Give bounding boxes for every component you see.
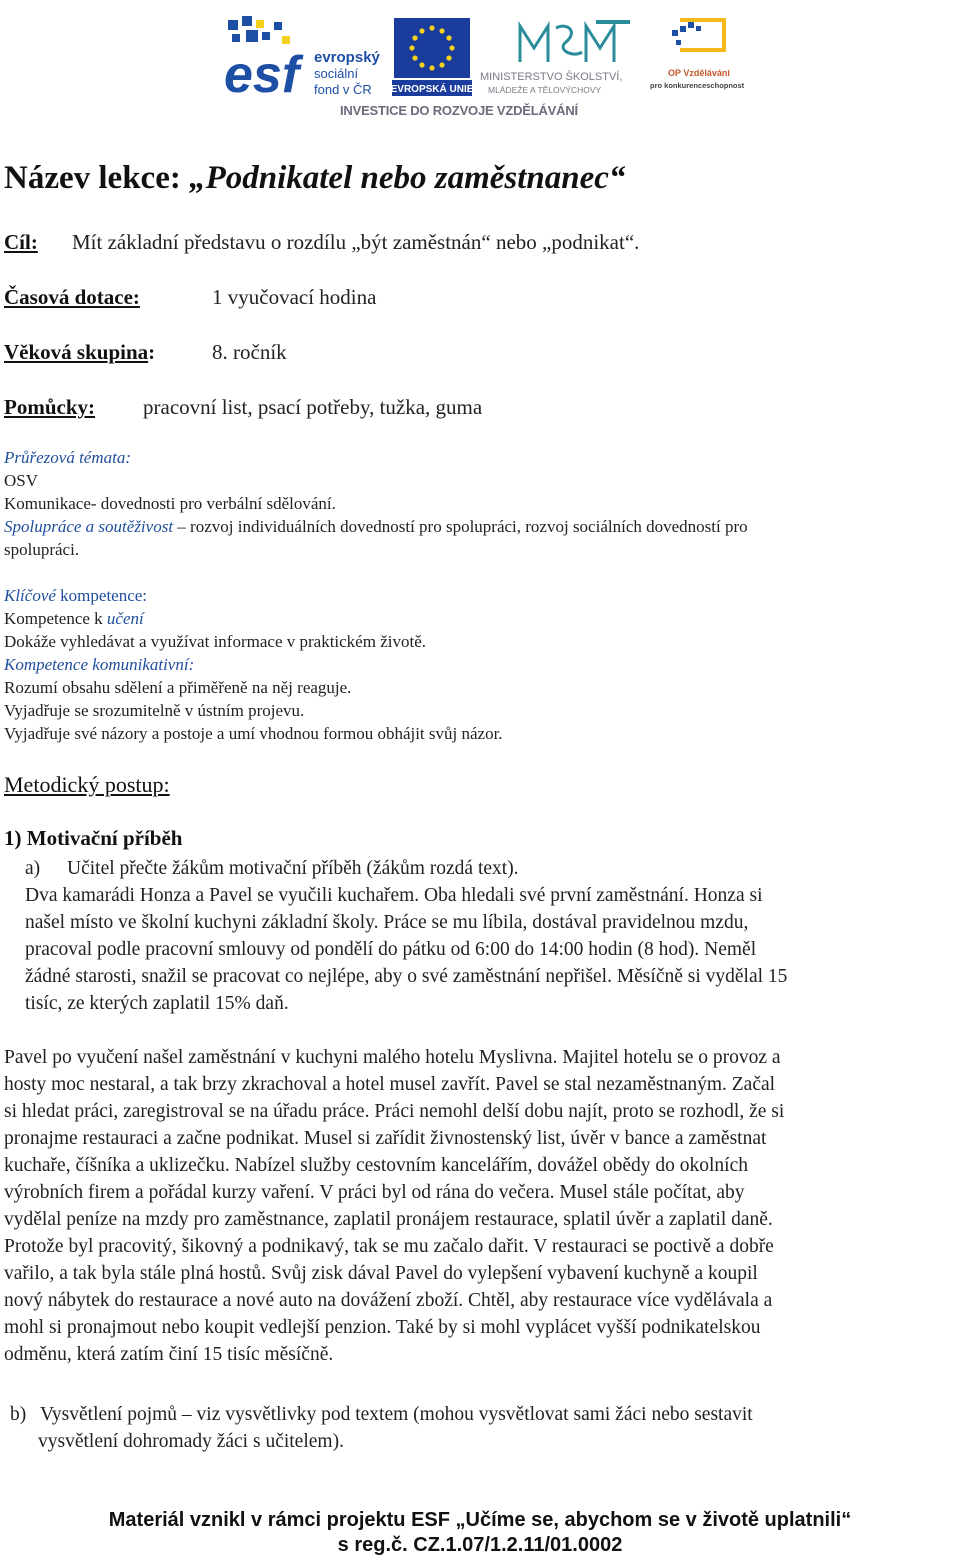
para-b-line: kuchaře, číšníka a uklizečku. Nabízel služby cestovním kancelářím, dovážel obědy do okolních bbox=[4, 1155, 748, 1176]
para-a-line-1: Učitel přečte žákům motivační příběh (žákům rozdá text). bbox=[67, 858, 519, 879]
casova-dotace-label: Časová dotace: bbox=[4, 285, 140, 309]
para-c-line-1: Vysvětlení pojmů – viz vysvětlivky pod textem (mohou vysvětlovat sami žáci nebo sestavit bbox=[40, 1404, 753, 1425]
investice-tagline: INVESTICE DO ROZVOJE VZDĚLÁVÁNÍ bbox=[340, 103, 578, 118]
pomucky-label: Pomůcky: bbox=[4, 395, 95, 419]
prurezova-osv: OSV bbox=[4, 471, 39, 490]
para-c-marker: b) bbox=[10, 1404, 27, 1425]
para-b-line: výrobních firem a pořádal kurzy vaření. V práci byl od rána do večera. Musel stále počítat, aby bbox=[4, 1182, 745, 1203]
paragraph-a bbox=[25, 855, 937, 1017]
kompetence-heading-rest: kompetence: bbox=[55, 586, 148, 605]
para-a-marker: a) bbox=[25, 858, 41, 879]
para-a-line-5: žádné starosti, snažil se pracovat co nejlépe, aby o své zaměstnání nepřišel. Měsíčně si vydělal 15 bbox=[25, 966, 788, 987]
vekova-skupina-colon: : bbox=[148, 340, 156, 364]
para-a-line-4: pracoval podle pracovní smlouvy od pondělí do pátku od 6:00 do 14:00 hodin (8 hod). Neměl bbox=[25, 939, 757, 960]
svg-text:esf: esf bbox=[224, 46, 300, 102]
esf-logo bbox=[222, 12, 390, 102]
eu-flag-logo bbox=[392, 12, 472, 96]
para-b-line: vydělal peníze na mzdy pro zaměstnance, zaplatil pronájem restaurace, splatil úvěr a zaplatil daně. bbox=[4, 1209, 773, 1230]
para-b-line: Pavel po vyučení našel zaměstnání v kuchyni malého hotelu Myslivna. Majitel hotelu se o provoz a bbox=[4, 1047, 781, 1068]
metodicky-postup-heading: Metodický postup: bbox=[4, 772, 170, 797]
prurezova-line3: spolupráci. bbox=[4, 540, 80, 559]
paragraph-b bbox=[10, 1401, 940, 1455]
klicove-kompetence-section bbox=[4, 584, 954, 745]
esf-text-1: evropský bbox=[314, 49, 380, 66]
kompetence-line4: Vyjadřuje své názory a postoje a umí vhodnou formou obhájit svůj názor. bbox=[4, 724, 503, 743]
para-b-line: odměnu, která zatím činí 15 tisíc měsíčně. bbox=[4, 1344, 334, 1365]
prurezova-line1: Komunikace- dovednosti pro verbální sdělování. bbox=[4, 494, 336, 513]
para-b-line: pronajme restauraci a začne podnikat. Musel si zařídit živnostenský list, úvěr v bance a zaměstnat bbox=[4, 1128, 767, 1149]
para-b-line: si hledat práci, zaregistroval se na úřadu práce. Práci nemohl delší dobu najít, proto se rozhodl, že si bbox=[4, 1101, 785, 1122]
lesson-title bbox=[4, 160, 625, 197]
para-b-line: Protože byl pracovitý, šikovný a podnikavý, tak se mu začalo dařit. V restauraci se poctivě a dobře bbox=[4, 1236, 774, 1257]
footer-line1: Materiál vznikl v rámci projektu ESF „Učíme se, abychom se v životě uplatnili“ bbox=[108, 1509, 852, 1531]
vekova-skupina-label-wrap bbox=[4, 340, 155, 365]
para-c-line-1-wrap bbox=[10, 1401, 940, 1428]
op-text-1: OP Vzdělávání bbox=[668, 68, 730, 78]
para-b-line: nový nábytek do restaurace a nové auto na dovážení zboží. Chtěl, aby restaurace více vydělávala a bbox=[4, 1290, 773, 1311]
para-c-line-2: vysvětlení dohromady žáci s učitelem). bbox=[38, 1431, 344, 1452]
pomucky-value: pracovní list, psací potřeby, tužka, guma bbox=[143, 395, 483, 419]
kompetence-heading-italic: Klíčové bbox=[4, 586, 56, 605]
prurezova-line2-italic: Spolupráce a soutěživost bbox=[4, 517, 174, 536]
para-b-line: hosty moc nestaral, a tak brzy zkrachoval a hotel musel zavřít. Pavel se stal nezaměstnaným. Začal bbox=[4, 1074, 776, 1095]
para-b-line: mohl si pronajmout nebo koupit vedlejší penzion. Také by si mohl vyplácet vyšší podnikatelskou bbox=[4, 1317, 761, 1338]
para-a-line-1-wrap bbox=[25, 855, 937, 882]
msmt-text-2: MLÁDEŽE A TĚLOVÝCHOVY bbox=[488, 85, 602, 95]
para-a-line-6: tisíc, ze kterých zaplatil 15% daň. bbox=[25, 993, 289, 1014]
vekova-skupina-value: 8. ročník bbox=[212, 340, 287, 364]
kompetence-line1: Dokáže vyhledávat a využívat informace v praktickém životě. bbox=[4, 632, 426, 651]
para-a-line-2: Dva kamarádi Honza a Pavel se vyučili kuchařem. Oba hledali své první zaměstnání. Honza si bbox=[25, 885, 763, 906]
op-vzdelavani-logo bbox=[650, 12, 750, 100]
esf-text-2: sociální bbox=[314, 66, 359, 81]
para-b-line: vařilo, a tak byla stále plná hostů. Svůj zisk dával Pavel do vylepšení vybavení kuchyně a koupil bbox=[4, 1263, 758, 1284]
msmt-logo bbox=[478, 14, 648, 100]
prurezova-line2-rest: – rozvoj individuálních dovedností pro spolupráci, rozvoj sociálních dovedností pro bbox=[173, 517, 748, 536]
step1-heading: 1) Motivační příběh bbox=[4, 826, 183, 850]
footer-line2: s reg.č. CZ.1.07/1.2.11/01.0002 bbox=[337, 1534, 623, 1556]
prurezova-temata-section bbox=[4, 446, 954, 561]
kompetence-k-uceni-b: učení bbox=[106, 609, 144, 628]
kompetence-heading bbox=[4, 584, 954, 607]
title-prefix: Název lekce: bbox=[4, 160, 190, 196]
cil-value: Mít základní představu o rozdílu „být zaměstnán“ nebo „podnikat“. bbox=[72, 230, 640, 254]
kompetence-k-uceni bbox=[4, 607, 954, 630]
msmt-text-1: MINISTERSTVO ŠKOLSTVÍ, bbox=[480, 71, 623, 83]
casova-dotace-value: 1 vyučovací hodina bbox=[212, 285, 377, 309]
kompetence-line2: Rozumí obsahu sdělení a přiměřeně na něj reaguje. bbox=[4, 678, 352, 697]
kompetence-line3: Vyjadřuje se srozumitelně v ústním projevu. bbox=[4, 701, 305, 720]
title-name: „Podnikatel nebo zaměstnanec“ bbox=[189, 160, 626, 196]
vekova-skupina-label: Věková skupina bbox=[4, 340, 149, 364]
cil-label: Cíl: bbox=[4, 230, 38, 254]
kompetence-k-uceni-a: Kompetence k bbox=[4, 609, 107, 628]
para-a-line-3: našel místo ve školní kuchyni základní školy. Práce se mu líbila, dostával pravidelnou mzdu, bbox=[25, 912, 749, 933]
op-text-2: pro konkurenceschopnost bbox=[650, 81, 745, 90]
prurezova-heading: Průřezová témata: bbox=[4, 448, 132, 467]
paragraph-pavel bbox=[4, 1044, 959, 1368]
esf-text-3: fond v ČR bbox=[314, 82, 372, 97]
eu-text: EVROPSKÁ UNIE bbox=[392, 84, 472, 95]
prurezova-line2 bbox=[4, 515, 954, 538]
footer bbox=[0, 1508, 960, 1558]
kompetence-komunikativni: Kompetence komunikativní: bbox=[4, 655, 195, 674]
